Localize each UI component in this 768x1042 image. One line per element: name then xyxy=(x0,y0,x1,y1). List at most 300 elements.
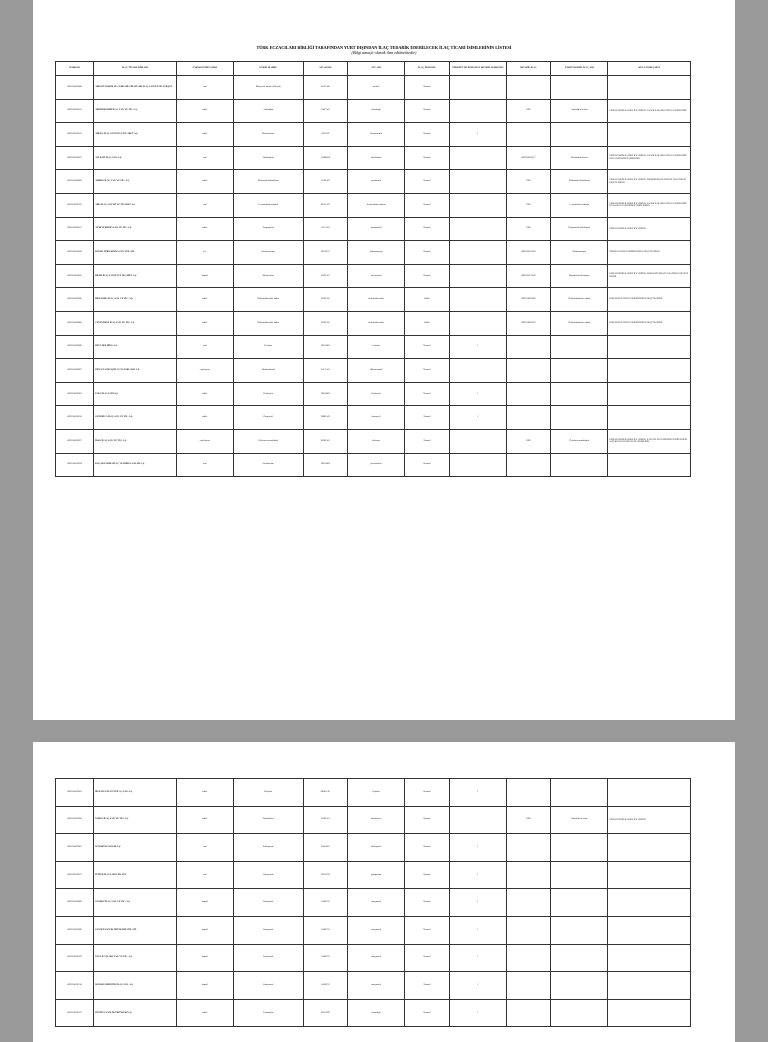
cell-sart: UZMAN HEKİM RAPORU İLE VERİLİR. SAĞLIK BAKANLIĞI ONAYI GEREKLİDİR. KULLANIM SÜRESİ SINIRLIDIR. xyxy=(608,146,691,170)
cell-form: tablet xyxy=(176,123,233,147)
cell-form: oral xyxy=(176,861,233,889)
cell-sart xyxy=(608,406,691,430)
cell-etkin-ad xyxy=(551,916,608,944)
cell-form: oral xyxy=(176,453,233,477)
cell-sart xyxy=(608,453,691,477)
cell-atcadi: donepezil xyxy=(348,406,405,430)
cell-atcadi: siklofosfamid xyxy=(348,359,405,383)
cell-muadil: RED xyxy=(506,170,550,194)
cell-muadil-barkod: 1 xyxy=(449,834,506,862)
cell-atcadi: amlodipin xyxy=(348,99,405,123)
cell-etkin-ad xyxy=(551,972,608,1000)
cell-sart: ROMATOLOJİ UZMAN HEKİMLERİNCE REÇETE EDİLİR. xyxy=(608,288,691,312)
cell-atcadi: omeprazol xyxy=(348,889,405,917)
cell-form: tablet xyxy=(176,311,233,335)
document-title: TÜRK ECZACILARI BİRLİĞİ TARAFINDAN YURT DIŞINDAN İLAÇ TEDARİK EDEBİLECEK İLAÇ TİCARİ İSİMLERİNİN LİSTESİ xyxy=(256,45,512,50)
cell-atc: C08CA01 xyxy=(303,99,347,123)
cell-etkin-ad: Hidroksiklorokin sülfat xyxy=(551,288,608,312)
cell-muadil-barkod: 1 xyxy=(449,944,506,972)
cell-muadil xyxy=(506,916,550,944)
cell-sart: UZMAN HEKİM RAPORU İLE VERİLİR. SAĞLIK BAKANLIĞI ONAYI GEREKLİDİR. xyxy=(608,99,691,123)
cell-durum: Normal xyxy=(405,429,449,453)
cell-muadil xyxy=(506,779,550,807)
cell-barkod: 8699514090996 xyxy=(56,916,94,944)
table-row xyxy=(56,944,691,972)
cell-barkod: 8699514090880 xyxy=(56,335,94,359)
table-row xyxy=(56,217,691,241)
cell-durum: Normal xyxy=(405,382,449,406)
cell-durum: Normal xyxy=(405,806,449,834)
cell-atcadi: lamotrijin xyxy=(348,999,405,1027)
cell-atc: L01AA01 xyxy=(303,359,347,383)
cell-atcadi: fluoksetin xyxy=(348,382,405,406)
cell-form: tablet xyxy=(176,99,233,123)
cell-atc: L04AD01 xyxy=(303,834,347,862)
cell-etkin: Levotiroksin sodyum xyxy=(233,193,303,217)
cell-sart: UZMAN HEKİM RAPORU İLE VERİLİR. HASTANE ECZANESİNDEN TEMİN EDİLİR. SAĞLIK BAKANLIĞI ONAYI GEREKLİDİR. xyxy=(608,429,691,453)
cell-ad: MUSTAFA NEVZAT İLAÇ SAN. A.Ş. xyxy=(94,779,177,807)
cell-etkin: Oksibutinin xyxy=(233,146,303,170)
cell-ad: ARİS İLAÇ SANAYİ VE TİCARET A.Ş. xyxy=(94,193,177,217)
cell-barkod: 8699514090118 xyxy=(56,99,94,123)
header-equivalent-drug: MUADİL İLAÇ xyxy=(506,62,550,76)
cell-barkod: 8699514090828 xyxy=(56,241,94,265)
cell-ad: İLKO İLAÇ SAN. VE TİC. A.Ş. xyxy=(94,429,177,453)
cell-muadil: RED xyxy=(506,99,550,123)
cell-muadil-barkod: 1 xyxy=(449,779,506,807)
cell-etkin-ad: Propranolol hidroklorür xyxy=(551,217,608,241)
cell-etkin-ad xyxy=(551,406,608,430)
drug-list-table-continued xyxy=(55,778,691,1027)
cell-atc: L04AA06 xyxy=(303,76,347,100)
cell-form: tablet xyxy=(176,779,233,807)
cell-atc: H03AA01 xyxy=(303,193,347,217)
cell-barkod: 8699514090835 xyxy=(56,264,94,288)
cell-atcadi: prednizolon xyxy=(348,453,405,477)
cell-atcadi: mofetil xyxy=(348,76,405,100)
cell-muadil-barkod xyxy=(449,359,506,383)
cell-atcadi: hidroksiklorokin xyxy=(348,311,405,335)
cell-muadil xyxy=(506,335,550,359)
cell-atc: A02BC01 xyxy=(303,972,347,1000)
table-row xyxy=(56,241,691,265)
cell-muadil xyxy=(506,76,550,100)
cell-ad: ALİ RAİF İLAÇ SAN. A.Ş. xyxy=(94,146,177,170)
cell-ad: SANOFİ SAĞLIK ÜRÜNLERİ LTD. ŞTİ. xyxy=(94,916,177,944)
cell-muadil-barkod xyxy=(449,264,506,288)
cell-ad: DEVA HOLDİNG A.Ş. xyxy=(94,335,177,359)
table-row xyxy=(56,99,691,123)
cell-etkin-ad: Oksibutinin klorür xyxy=(551,146,608,170)
table-row xyxy=(56,193,691,217)
cell-sart: ROMATOLOJİ UZMAN HEKİMLERİNCE REÇETE EDİLİR. xyxy=(608,311,691,335)
cell-atcadi: omeprazol xyxy=(348,972,405,1000)
cell-sart: UZMAN HEKİM RAPORU İLE VERİLİR. SAĞLIK BAKANLIĞI ONAYI GEREKLİDİR. HASTANE ECZANESİNDEN TEMİN EDİLİR. xyxy=(608,193,691,217)
cell-muadil-barkod xyxy=(449,146,506,170)
cell-form: tablet xyxy=(176,217,233,241)
cell-muadil xyxy=(506,382,550,406)
cell-etkin: Siklofosfamid xyxy=(233,359,303,383)
cell-durum: Kıtlık xyxy=(405,311,449,335)
cell-etkin-ad xyxy=(551,779,608,807)
cell-atc: N03AX09 xyxy=(303,999,347,1027)
cell-ad: BİOFARMA İLAÇ SAN. VE TİC. A.Ş. xyxy=(94,288,177,312)
cell-durum: Normal xyxy=(405,335,449,359)
table-body-page-2 xyxy=(56,779,691,1027)
cell-ad: ADEKA İLAÇ SANAYİ VE TİCARET A.Ş. xyxy=(94,123,177,147)
cell-sart xyxy=(608,779,691,807)
table-row xyxy=(56,834,691,862)
header-atc-name: ATC ADI xyxy=(348,62,405,76)
cell-atc: N06DA02 xyxy=(303,406,347,430)
cell-atcadi: levotiroksin sodyum xyxy=(348,193,405,217)
cell-durum: Normal xyxy=(405,453,449,477)
cell-barkod: 8699514090811 xyxy=(56,217,94,241)
cell-form: oral xyxy=(176,76,233,100)
cell-etkin: Gabapentin xyxy=(233,861,303,889)
cell-barkod: 8699514090972 xyxy=(56,861,94,889)
cell-form: kapsül xyxy=(176,889,233,917)
cell-ad: KOÇAK FARMA İLAÇ VE KİMYA SANAYİ A.Ş. xyxy=(94,453,177,477)
cell-etkin-ad xyxy=(551,335,608,359)
cell-form: oral xyxy=(176,193,233,217)
cell-muadil-barkod: 1 xyxy=(449,889,506,917)
cell-atcadi: klaritromisin xyxy=(348,123,405,147)
cell-form: tablet xyxy=(176,999,233,1027)
cell-etkin: Fenitoin xyxy=(233,335,303,359)
cell-etkin: Lamotrijin xyxy=(233,999,303,1027)
table-row xyxy=(56,76,691,100)
cell-sart xyxy=(608,861,691,889)
cell-durum: Normal xyxy=(405,76,449,100)
drug-list-table xyxy=(55,61,691,477)
cell-etkin: Fluoksetin xyxy=(233,382,303,406)
table-header-row xyxy=(56,62,691,76)
cell-atc: M04AC01 xyxy=(303,779,347,807)
cell-sart xyxy=(608,889,691,917)
cell-durum: Normal xyxy=(405,123,449,147)
cell-form: kapsül xyxy=(176,944,233,972)
table-row xyxy=(56,406,691,430)
cell-atcadi: omeprazol xyxy=(348,916,405,944)
cell-etkin-ad xyxy=(551,834,608,862)
cell-atcadi: dekstroz xyxy=(348,429,405,453)
cell-etkin-ad xyxy=(551,359,608,383)
cell-muadil: 8699532010022 xyxy=(506,241,550,265)
table-row xyxy=(56,779,691,807)
cell-ad: ZENTİVA SAĞLIK ÜRÜNLERİ A.Ş. xyxy=(94,999,177,1027)
header-drug-name: İLAÇ TİCARİ İSİM ADI xyxy=(94,62,177,76)
cell-barkod: 8699514090927 xyxy=(56,429,94,453)
table-row xyxy=(56,288,691,312)
table-row xyxy=(56,335,691,359)
cell-etkin-ad: Metotreksat disodyum xyxy=(551,264,608,288)
cell-muadil: 8699514090873 xyxy=(506,311,550,335)
cell-etkin-ad xyxy=(551,889,608,917)
cell-sart: UZMAN HEKİM RAPORU İLE VERİLİR. xyxy=(608,217,691,241)
cell-etkin: Klaritromisin xyxy=(233,123,303,147)
cell-muadil-barkod xyxy=(449,193,506,217)
cell-muadil xyxy=(506,123,550,147)
cell-muadil-barkod xyxy=(449,429,506,453)
cell-ad: NOVARTİS SAĞLIK A.Ş. xyxy=(94,834,177,862)
cell-sart xyxy=(608,335,691,359)
cell-durum: Kıtlık xyxy=(405,288,449,312)
cell-atcadi: tamoksifen xyxy=(348,806,405,834)
cell-form: kapsül xyxy=(176,916,233,944)
cell-atcadi: kolşisin xyxy=(348,779,405,807)
cell-atc: G04BD04 xyxy=(303,146,347,170)
cell-atc: A02BC01 xyxy=(303,889,347,917)
cell-ad: ABBOTT BAKIM VE CERRAHI CİHAZLARI İLAÇ SANAYİ TİC.LTD.ŞTİ. xyxy=(94,76,177,100)
table-row xyxy=(56,123,691,147)
cell-atc: N03AB02 xyxy=(303,335,347,359)
cell-form: tablet xyxy=(176,806,233,834)
cell-etkin: Omeprazol xyxy=(233,916,303,944)
cell-durum: Normal xyxy=(405,359,449,383)
table-row xyxy=(56,889,691,917)
cell-durum: Normal xyxy=(405,170,449,194)
cell-atc: H02AB06 xyxy=(303,453,347,477)
cell-atc: J01FA09 xyxy=(303,123,347,147)
cell-barkod: 8699514090941 xyxy=(56,779,94,807)
table-row xyxy=(56,429,691,453)
cell-durum: Normal xyxy=(405,406,449,430)
cell-ad: WORLD MEDİCİNE İLAÇ SAN. A.Ş. xyxy=(94,972,177,1000)
cell-form: jel xyxy=(176,241,233,265)
table-row xyxy=(56,170,691,194)
cell-barkod: 8699514090613 xyxy=(56,123,94,147)
table-row xyxy=(56,453,691,477)
cell-form: enjeksiyon xyxy=(176,429,233,453)
cell-barkod: 8699514090903 xyxy=(56,382,94,406)
cell-durum: Normal xyxy=(405,916,449,944)
cell-etkin: Omeprazol xyxy=(233,972,303,1000)
table-row xyxy=(56,382,691,406)
cell-muadil-barkod: 1 xyxy=(449,861,506,889)
cell-sart: UZMAN HEKİM RAPORU İLE VERİLİR. ONKOLOJİ UZMANI TARAFINDAN REÇETE EDİLİR. xyxy=(608,264,691,288)
cell-muadil-barkod xyxy=(449,99,506,123)
cell-atcadi: oksibutinin xyxy=(348,146,405,170)
cell-durum: Normal xyxy=(405,779,449,807)
cell-sart xyxy=(608,944,691,972)
header-barkod: BARKOD xyxy=(56,62,94,76)
table-row xyxy=(56,999,691,1027)
cell-muadil xyxy=(506,944,550,972)
cell-sart xyxy=(608,382,691,406)
cell-etkin: Propranolol xyxy=(233,217,303,241)
cell-ad: CENTURION İLAÇ SAN. VE TİC. A.Ş. xyxy=(94,311,177,335)
cell-etkin: Siklosporin xyxy=(233,834,303,862)
cell-ad: EİP ECZACIBAŞI İLAÇ PAZARLAMA A.Ş. xyxy=(94,359,177,383)
cell-durum: Normal xyxy=(405,834,449,862)
cell-atc: L02BA01 xyxy=(303,806,347,834)
cell-muadil-barkod xyxy=(449,241,506,265)
cell-barkod: 8699514091023 xyxy=(56,999,94,1027)
cell-barkod: 8699514090958 xyxy=(56,806,94,834)
table-row xyxy=(56,359,691,383)
cell-form: oral xyxy=(176,834,233,862)
cell-muadil xyxy=(506,972,550,1000)
cell-ad: BAYER TÜRK KİMYA SAN. LTD. ŞTİ. xyxy=(94,241,177,265)
cell-etkin-ad: Amlodipin besilat xyxy=(551,99,608,123)
cell-muadil: RED xyxy=(506,806,550,834)
table-row xyxy=(56,806,691,834)
cell-sart xyxy=(608,834,691,862)
cell-atc: A02BC01 xyxy=(303,916,347,944)
cell-ad: FAKO İLAÇLARI A.Ş. xyxy=(94,382,177,406)
cell-etkin: Prednizolon xyxy=(233,453,303,477)
cell-muadil: RED xyxy=(506,193,550,217)
cell-atcadi: fenitoin xyxy=(348,335,405,359)
cell-muadil: RED xyxy=(506,429,550,453)
cell-muadil-barkod xyxy=(449,453,506,477)
cell-barkod: 8699514090866 xyxy=(56,311,94,335)
cell-barkod: 8699514091016 xyxy=(56,972,94,1000)
cell-atcadi: omeprazol xyxy=(348,944,405,972)
header-form: FARMASÖTİK FORM xyxy=(176,62,233,76)
table-row xyxy=(56,861,691,889)
table-row xyxy=(56,311,691,335)
cell-barkod: 8699514090668 xyxy=(56,170,94,194)
cell-etkin-ad xyxy=(551,76,608,100)
cell-durum: Normal xyxy=(405,99,449,123)
cell-barkod: 8699514091009 xyxy=(56,944,94,972)
cell-sart: UZMAN HEKİM RAPORU İLE VERİLİR. ENDOKRİNOLOJİ UZMANI TARAFINDAN REÇETE EDİLİR. xyxy=(608,170,691,194)
cell-etkin-ad: Dekstroz monohidrat xyxy=(551,429,608,453)
cell-form: enjeksiyon xyxy=(176,359,233,383)
cell-etkin-ad xyxy=(551,382,608,406)
cell-atcadi: karbamazepin xyxy=(348,241,405,265)
cell-atc: P01BA02 xyxy=(303,311,347,335)
header-atc-code: ATC KODU xyxy=(303,62,347,76)
cell-ad: SANDOZ İLAÇ SAN. VE TİC. A.Ş. xyxy=(94,889,177,917)
cell-muadil: 8699532270143 xyxy=(506,264,550,288)
cell-barkod: 8699514090705 xyxy=(56,193,94,217)
cell-sart: UZMAN HEKİM RAPORU İLE VERİLİR. xyxy=(608,806,691,834)
cell-muadil-barkod xyxy=(449,76,506,100)
cell-form: tablet xyxy=(176,170,233,194)
cell-sart xyxy=(608,359,691,383)
cell-sart xyxy=(608,999,691,1027)
cell-etkin: Metotreksat xyxy=(233,264,303,288)
cell-etkin: Hidroksiklorokin sülfat xyxy=(233,288,303,312)
cell-barkod: 8699514090910 xyxy=(56,406,94,430)
cell-etkin-ad xyxy=(551,999,608,1027)
cell-muadil xyxy=(506,406,550,430)
cell-barkod: 8699514090637 xyxy=(56,146,94,170)
cell-muadil xyxy=(506,453,550,477)
cell-muadil xyxy=(506,834,550,862)
cell-atcadi: metformin xyxy=(348,170,405,194)
cell-muadil-barkod: 1 xyxy=(449,999,506,1027)
cell-durum: Normal xyxy=(405,241,449,265)
cell-durum: Normal xyxy=(405,861,449,889)
cell-sart xyxy=(608,916,691,944)
header-active-ingredient: ETKİN MADDE xyxy=(233,62,303,76)
cell-form: tablet xyxy=(176,382,233,406)
cell-barkod: 8699514090934 xyxy=(56,453,94,477)
cell-muadil-barkod xyxy=(449,806,506,834)
cell-muadil-barkod: 1 xyxy=(449,972,506,1000)
cell-ad: ATABAY KİMYA SAN. VE TİC. A.Ş. xyxy=(94,217,177,241)
cell-etkin-ad xyxy=(551,453,608,477)
cell-muadil-barkod xyxy=(449,288,506,312)
cell-etkin: Micofenol mofetil (bileşik) xyxy=(233,76,303,100)
cell-durum: Normal xyxy=(405,999,449,1027)
cell-sart xyxy=(608,123,691,147)
cell-etkin-ad: Tamoksifen sitrat xyxy=(551,806,608,834)
cell-durum: Normal xyxy=(405,972,449,1000)
cell-etkin: Metformin hidroklorür xyxy=(233,170,303,194)
header-usage-condition: KULLANIM ŞARTI xyxy=(608,62,691,76)
cell-atc: L01BA01 xyxy=(303,264,347,288)
cell-muadil xyxy=(506,359,550,383)
cell-etkin: Tamoksifen xyxy=(233,806,303,834)
cell-etkin: Kolşisin xyxy=(233,779,303,807)
cell-etkin: Donepezil xyxy=(233,406,303,430)
cell-sart: NÖROLOJİ UZMAN HEKİMLERİNCE REÇETE EDİLİR. xyxy=(608,241,691,265)
cell-etkin-ad xyxy=(551,861,608,889)
cell-form: oral xyxy=(176,335,233,359)
cell-etkin-ad: Levotiroksin sodyum xyxy=(551,193,608,217)
cell-atc: B05BA03 xyxy=(303,429,347,453)
cell-durum: Normal xyxy=(405,217,449,241)
cell-muadil-barkod: 1 xyxy=(449,123,506,147)
cell-barkod: 8699514090965 xyxy=(56,834,94,862)
cell-durum: Normal xyxy=(405,146,449,170)
cell-muadil-barkod xyxy=(449,217,506,241)
cell-muadil-barkod: 1 xyxy=(449,335,506,359)
cell-atc: N03AF01 xyxy=(303,241,347,265)
cell-etkin-ad: Metformin hidroklorür xyxy=(551,170,608,194)
cell-muadil: 8699514090859 xyxy=(506,288,550,312)
cell-etkin: Omeprazol xyxy=(233,944,303,972)
cell-etkin: Omeprazol xyxy=(233,889,303,917)
cell-muadil: RED xyxy=(506,217,550,241)
cell-ad: NOBEL İLAÇ SAN. VE TİC. A.Ş. xyxy=(94,806,177,834)
cell-durum: Normal xyxy=(405,889,449,917)
document-subtitle: (Bilgi amaçlı olarak ilan edilmektedir) xyxy=(351,50,417,55)
cell-atc: N06AB03 xyxy=(303,382,347,406)
cell-form: tablet xyxy=(176,288,233,312)
cell-barkod: 8699514090897 xyxy=(56,359,94,383)
cell-etkin: Karbamazepin xyxy=(233,241,303,265)
cell-ad: PFİZER İLAÇLARI LTD. ŞTİ. xyxy=(94,861,177,889)
table-row xyxy=(56,916,691,944)
cell-sart xyxy=(608,76,691,100)
cell-form: kapsül xyxy=(176,972,233,1000)
cell-durum: Normal xyxy=(405,944,449,972)
table-row xyxy=(56,972,691,1000)
cell-atc: P01BA02 xyxy=(303,288,347,312)
cell-atc: N03AX12 xyxy=(303,861,347,889)
cell-form: kapsül xyxy=(176,264,233,288)
document-page-1 xyxy=(33,0,735,720)
header-equivalent-barcode: TÜRKİYE'DE RUHSATLI MUADİL BARKODU xyxy=(449,62,506,76)
cell-durum: Normal xyxy=(405,193,449,217)
table-body-page-1 xyxy=(56,76,691,477)
cell-etkin: Hidroksiklorokin sülfat xyxy=(233,311,303,335)
cell-barkod: 8699514090088 xyxy=(56,76,94,100)
cell-muadil xyxy=(506,999,550,1027)
cell-etkin-ad xyxy=(551,944,608,972)
cell-ad: AMBRO İLAÇ SAN. VE TİC. A.Ş. xyxy=(94,170,177,194)
cell-muadil-barkod: 1 xyxy=(449,916,506,944)
cell-muadil-barkod: 1 xyxy=(449,406,506,430)
cell-ad: BİLİM İLAÇ SANAYİ VE TİCARET A.Ş. xyxy=(94,264,177,288)
cell-etkin-ad: Karbamazepin xyxy=(551,241,608,265)
